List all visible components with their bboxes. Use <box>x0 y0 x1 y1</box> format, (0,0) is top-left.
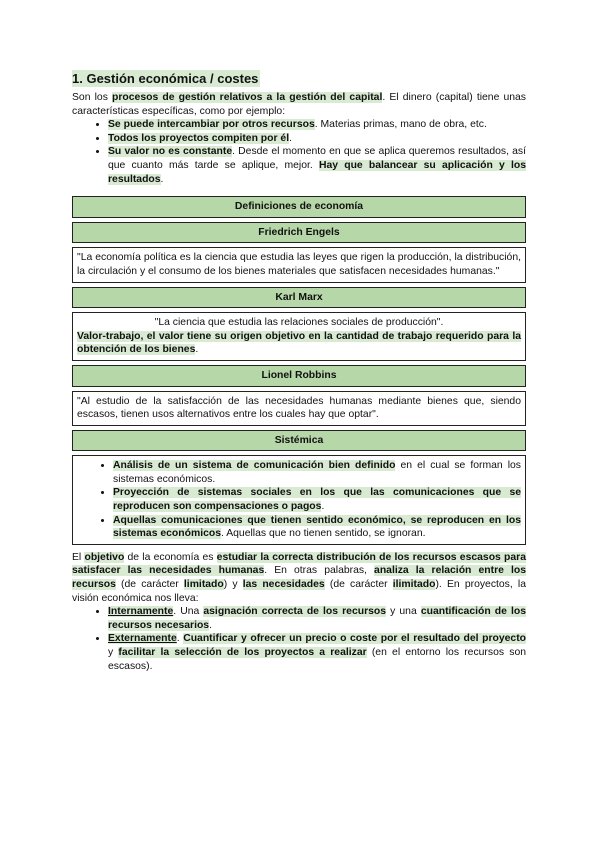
bullet-highlight: Todos los proyectos compiten por él <box>108 132 290 144</box>
sistemica-text: en el cual se forman los sistemas económicos. <box>113 460 522 485</box>
objetivo-paragraph <box>72 551 526 605</box>
highlight: objetivo <box>84 551 125 563</box>
text: El <box>72 551 85 563</box>
section-title: 1. Gestión económica / costes <box>72 71 259 86</box>
sistemica-highlight: Aquellas comunicaciones que tienen sentido económico, se reproducen en los sistemas económicos <box>113 514 521 540</box>
text: ). En proyectos, la visión económica nos lleva: <box>72 579 527 604</box>
sistemica-definition <box>72 455 526 545</box>
list-item <box>108 605 526 632</box>
sistemica-text: . <box>321 501 325 513</box>
sistemica-list <box>77 459 521 541</box>
intro-bullet-list <box>72 118 526 186</box>
bullet-highlight: Su valor no es constante <box>108 146 233 158</box>
marx-value-theory <box>77 330 521 357</box>
list-item <box>113 459 521 486</box>
bullet-highlight-2: Hay que balancear su aplicación y los resultados <box>108 159 526 185</box>
highlight: analiza la relación entre los recursos <box>72 565 526 591</box>
list-item <box>108 132 526 146</box>
bullet-highlight: Se puede intercambiar por otros recursos <box>108 119 315 131</box>
marx-end: . <box>195 344 199 356</box>
sistemica-header: Sistémica <box>72 430 526 452</box>
engels-header: Friedrich Engels <box>72 222 526 244</box>
text: (de carácter <box>115 579 184 591</box>
robbins-header: Lionel Robbins <box>72 365 526 387</box>
sistemica-highlight: Análisis de un sistema de comunicación bien definido <box>113 460 396 472</box>
highlight: Cuantificar y ofrecer un precio o coste por el resultado del proyecto <box>183 633 527 645</box>
intro-text-end: . El dinero (capital) tiene unas características específicas, como por ejemplo: <box>72 92 527 117</box>
marx-definition <box>72 312 526 361</box>
highlight: limitado <box>183 579 224 591</box>
text: . <box>209 619 212 631</box>
highlight: las necesidades <box>242 579 325 591</box>
text: . <box>176 633 184 645</box>
list-item <box>108 145 526 186</box>
marx-highlight: Valor-trabajo, el valor tiene su origen objetivo en la cantidad de trabajo requerido para la obtención de los bienes <box>77 330 521 356</box>
text: (de carácter <box>324 579 393 591</box>
text: y una <box>386 606 421 618</box>
table-main-header: Definiciones de economía <box>72 196 526 218</box>
highlight: facilitar la selección de los proyectos a realizar <box>118 647 367 658</box>
text: de la economía es <box>124 551 217 563</box>
text: (en el entorno los recursos son escasos). <box>108 647 526 672</box>
vision-label: Internamente <box>108 606 174 618</box>
bullet-text: . Desde el momento en que se aplica queremos resultados, así que cuanto más tarde se aplique, mejor. <box>108 146 526 171</box>
definitions-table <box>72 192 526 549</box>
vision-label: Externamente <box>108 633 177 645</box>
text: ) y <box>223 579 243 591</box>
highlight: cuantificación de los recursos necesarios <box>108 606 526 631</box>
list-item <box>108 118 526 132</box>
bullet-text-end: . <box>160 173 164 185</box>
bullet-text: . Materias primas, mano de obra, etc. <box>314 119 487 131</box>
text: y <box>108 647 119 658</box>
bullet-text: . <box>289 132 292 144</box>
vision-bullet-list <box>72 605 526 673</box>
highlight: ilimitado <box>392 579 436 591</box>
sistemica-highlight: Proyección de sistemas sociales en los que las comunicaciones que se reproducen son compensaciones o pagos <box>113 487 521 513</box>
document-page <box>72 70 526 673</box>
sistemica-text: . Aquellas que no tienen sentido, se ignoran. <box>221 528 426 540</box>
list-item <box>113 486 521 513</box>
highlight: estudiar la correcta distribución de los recursos escasos para satisfacer las necesidades humanas <box>72 551 526 577</box>
intro-text: Son los <box>72 92 113 103</box>
highlight: asignación correcta de los recursos <box>203 606 387 618</box>
text: . Una <box>173 606 204 618</box>
list-item <box>113 514 521 541</box>
marx-quote: "La ciencia que estudia las relaciones sociales de producción". <box>154 317 444 329</box>
intro-highlight: procesos de gestión relativos a la gestión del capital <box>112 92 383 103</box>
list-item <box>108 632 526 673</box>
text: . En otras palabras, <box>264 565 375 577</box>
engels-definition: "La economía política es la ciencia que estudia las leyes que rigen la producción, la distribución, la circulación y el consumo de los bienes materiales que satisfacen necesidades humanas." <box>72 247 526 282</box>
marx-header: Karl Marx <box>72 287 526 309</box>
robbins-definition: "Al estudio de la satisfacción de las necesidades humanas mediante bienes que, siendo escasos, tienen usos alternativos entre los cuales hay que optar". <box>72 391 526 426</box>
intro-paragraph <box>72 91 526 118</box>
